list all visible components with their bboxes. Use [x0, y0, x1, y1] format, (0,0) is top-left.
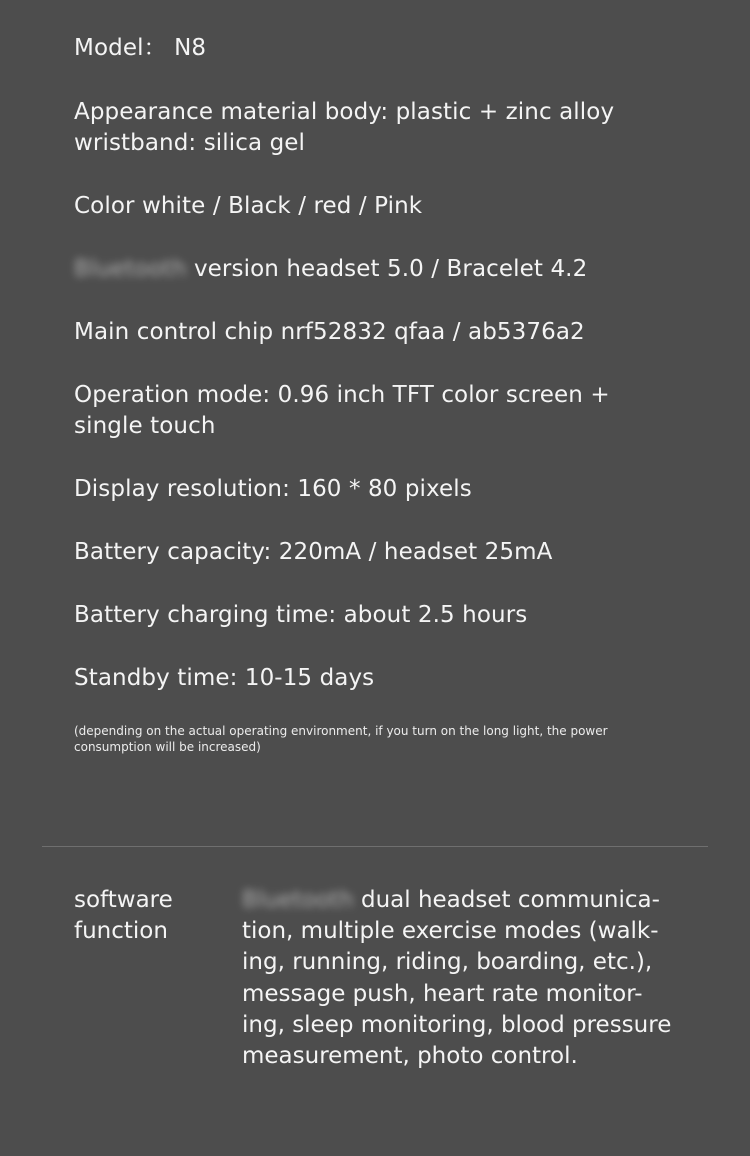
- spec-color: [74, 191, 674, 222]
- spec-color-text: Color white / Black / red / Pink: [74, 193, 423, 219]
- spec-operation-line-1: Operation mode: 0.96 inch TFT color screen +: [74, 382, 610, 408]
- spec-display-resolution: [74, 474, 674, 505]
- description-line-6: measurement, photo control.: [242, 1043, 578, 1070]
- blurred-brand-word: Bluetooth: [242, 887, 354, 913]
- spec-standby-text: Standby time: 10-15 days: [74, 665, 375, 691]
- spec-battery-capacity: [74, 537, 674, 568]
- spec-battery-capacity-text: Battery capacity: 220mA / headset 25mA: [74, 539, 553, 565]
- label-line-2: function: [74, 918, 168, 944]
- spec-standby-time: [74, 663, 674, 694]
- power-consumption-note: [74, 723, 654, 755]
- spec-operation-line-2: single touch: [74, 413, 216, 439]
- spec-model-text: Model： N8: [74, 35, 207, 61]
- spec-bluetooth-text: version headset 5.0 / Bracelet 4.2: [186, 256, 588, 282]
- spec-material-body: Appearance material body: plastic + zinc alloy: [74, 99, 615, 125]
- description-line-1: [242, 885, 712, 916]
- software-function-label: [74, 885, 224, 947]
- description-line-2: tion, multiple exercise modes (walk-: [242, 918, 659, 945]
- spec-bluetooth-version: [74, 254, 674, 285]
- description-line-3: ing, running, riding, boarding, etc.),: [242, 949, 653, 976]
- spec-operation-mode: [74, 380, 674, 442]
- description-line-1-text: dual headset communica-: [353, 887, 660, 913]
- description-line-4: message push, heart rate monitor-: [242, 980, 643, 1007]
- spec-main-chip-text: Main control chip nrf52832 qfaa / ab5376a2: [74, 319, 585, 345]
- blurred-brand-word: Bluetooth: [74, 256, 187, 282]
- software-function-description: [242, 885, 712, 1072]
- description-line-5: ing, sleep monitoring, blood pressure: [242, 1011, 672, 1038]
- spec-appearance-material: [74, 97, 674, 159]
- spec-material-wristband: wristband: silica gel: [74, 130, 306, 156]
- spec-display-text: Display resolution: 160 * 80 pixels: [74, 476, 472, 502]
- note-line-2: consumption will be increased): [74, 740, 261, 754]
- label-line-1: software: [74, 887, 173, 913]
- spec-main-chip: [74, 317, 674, 348]
- note-line-1: (depending on the actual operating environment, if you turn on the long light, the power: [74, 724, 608, 738]
- spec-model: [74, 33, 674, 64]
- spec-charging-time: [74, 600, 674, 631]
- spec-charging-text: Battery charging time: about 2.5 hours: [74, 602, 528, 628]
- section-divider: [42, 846, 708, 847]
